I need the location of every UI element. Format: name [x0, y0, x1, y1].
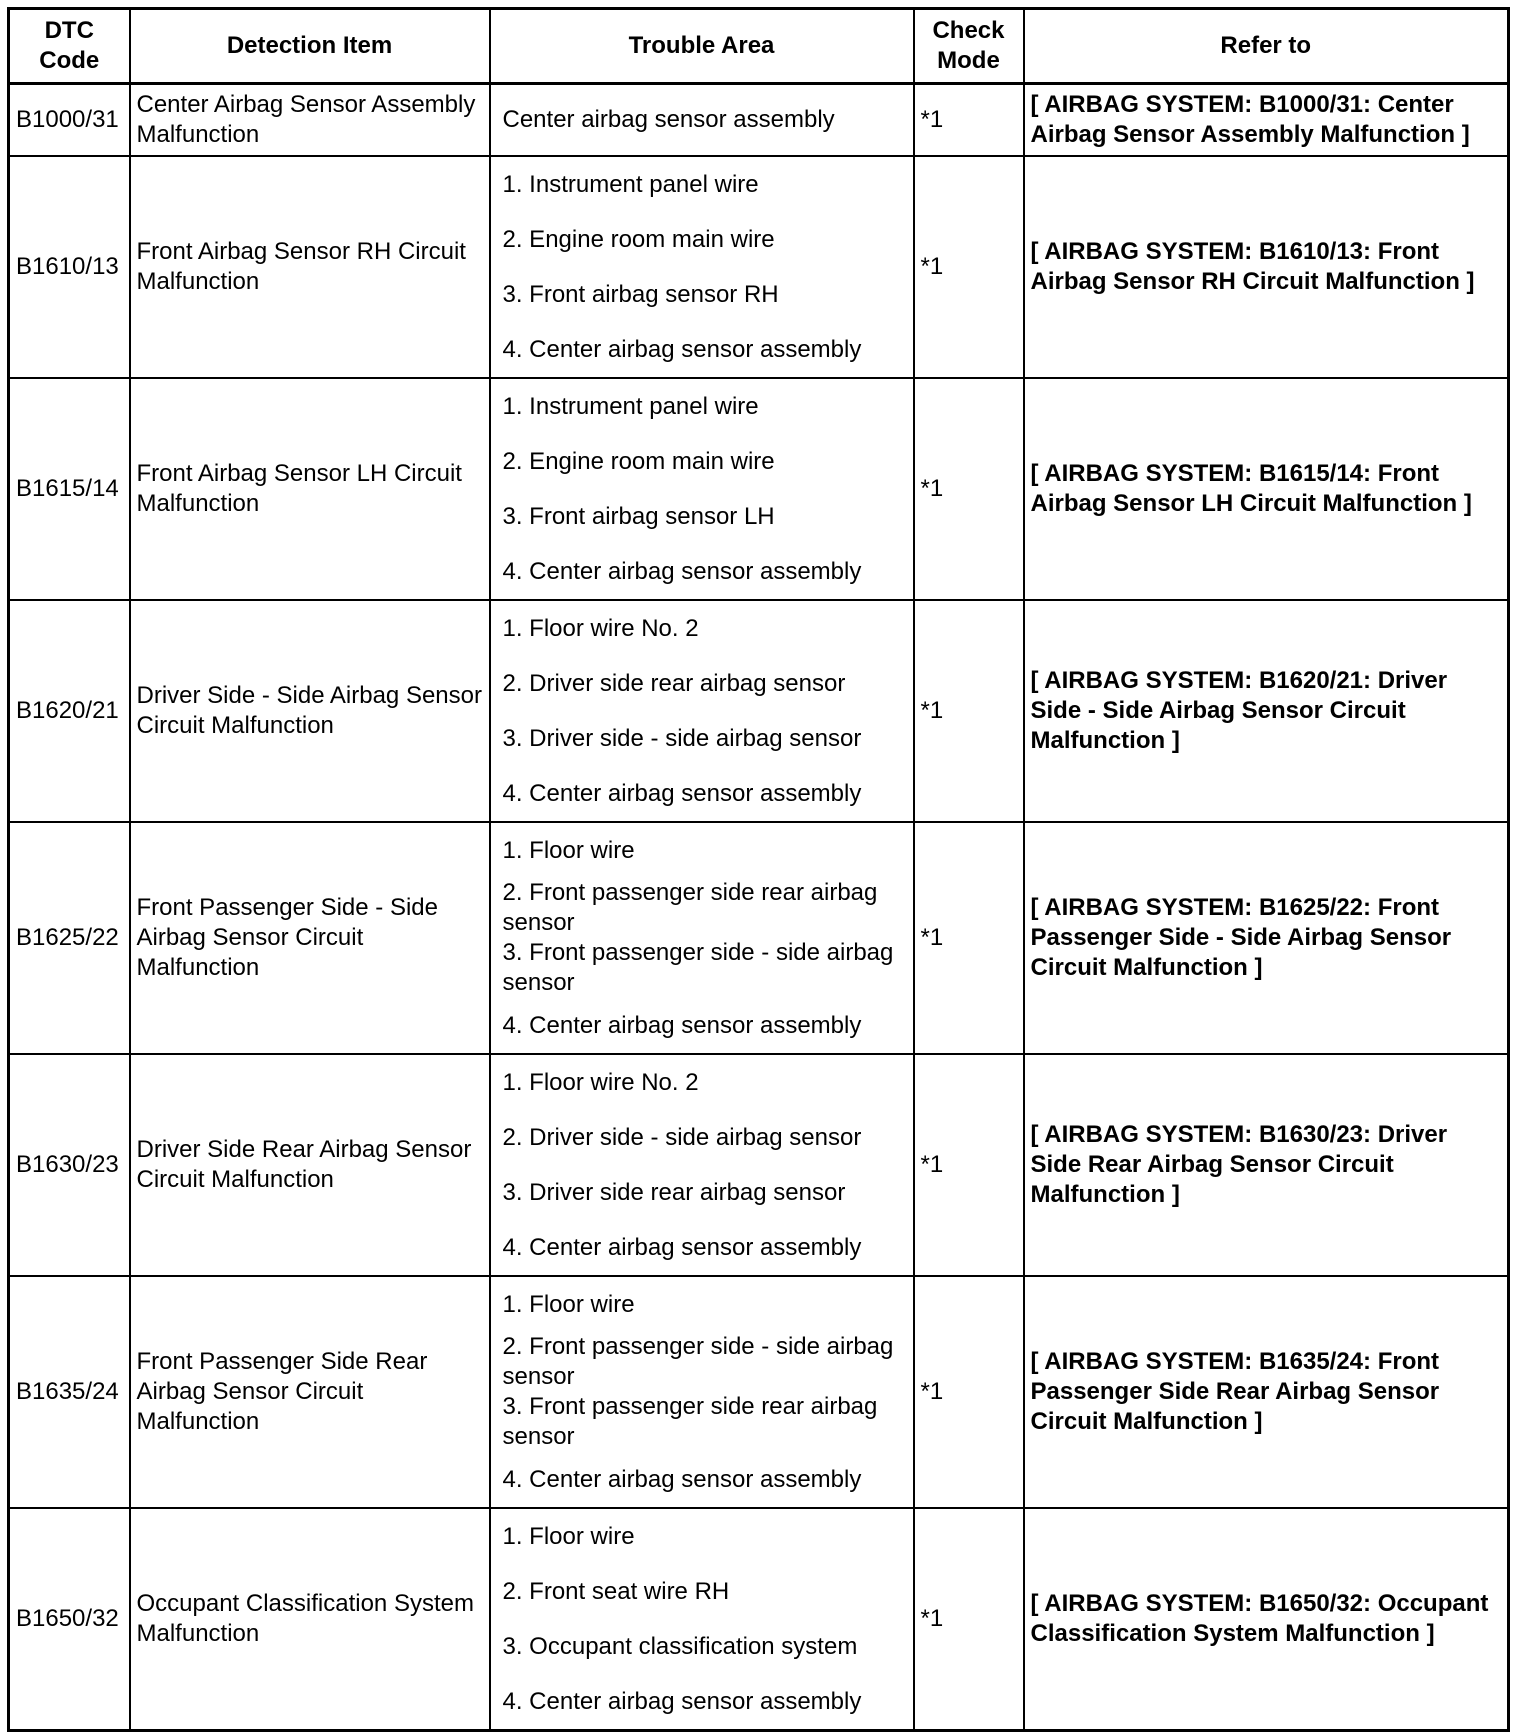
trouble-area-item: 1. Instrument panel wire: [502, 170, 759, 198]
dtc-table: [7, 7, 1510, 1732]
trouble-area-item: 4. Center airbag sensor assembly: [502, 1011, 862, 1039]
detection-item-cell: Occupant Classification System Malfunction: [130, 1508, 490, 1731]
trouble-area-item: 4. Center airbag sensor assembly: [502, 1687, 862, 1715]
trouble-area-cell: [490, 1276, 914, 1508]
check-mode-cell: *1: [914, 378, 1024, 600]
refer-to-link[interactable]: [ AIRBAG SYSTEM: B1630/23: Driver Side Rear Airbag Sensor Circuit Malfunction ]: [1024, 1054, 1509, 1276]
trouble-area-item: 1. Floor wire No. 2: [502, 614, 699, 642]
table-row: [9, 84, 1509, 157]
trouble-area-item: 1. Floor wire: [502, 836, 635, 864]
table-row: [9, 378, 1509, 600]
dtc-code-cell: B1635/24: [9, 1276, 130, 1508]
header-dtc-code-line1: DTC: [44, 17, 94, 44]
dtc-code-cell: B1630/23: [9, 1054, 130, 1276]
trouble-area-item: 2. Driver side rear airbag sensor: [502, 669, 846, 697]
trouble-area-item: 1. Instrument panel wire: [502, 392, 759, 420]
trouble-area-item: 4. Center airbag sensor assembly: [502, 779, 862, 807]
trouble-area-cell: [490, 1054, 914, 1276]
trouble-area-item: 4. Center airbag sensor assembly: [502, 1465, 862, 1493]
trouble-area-item: 3. Front passenger side rear airbag sensor: [502, 1393, 878, 1450]
trouble-area-item: 2. Front passenger side - side airbag sensor: [502, 1333, 894, 1390]
table-header-row: [9, 9, 1509, 84]
trouble-area-cell: [490, 1508, 914, 1731]
header-check-mode: [914, 9, 1024, 84]
trouble-area-item: 4. Center airbag sensor assembly: [502, 335, 862, 363]
trouble-area-cell: [490, 84, 914, 157]
refer-to-link[interactable]: [ AIRBAG SYSTEM: B1615/14: Front Airbag Sensor LH Circuit Malfunction ]: [1024, 378, 1509, 600]
trouble-area-item: 3. Front airbag sensor LH: [502, 502, 775, 530]
dtc-code-cell: B1615/14: [9, 378, 130, 600]
trouble-area-item: 3. Driver side - side airbag sensor: [502, 724, 862, 752]
table-row: [9, 1276, 1509, 1508]
table-row: [9, 1054, 1509, 1276]
header-check-mode-line2: Mode: [937, 47, 1000, 74]
trouble-area-item: 3. Occupant classification system: [502, 1632, 858, 1660]
check-mode-cell: *1: [914, 156, 1024, 378]
trouble-area-item: 4. Center airbag sensor assembly: [502, 557, 862, 585]
trouble-area-cell: [490, 156, 914, 378]
check-mode-cell: *1: [914, 600, 1024, 822]
trouble-area-cell: [490, 600, 914, 822]
header-dtc-code: [9, 9, 130, 84]
dtc-code-cell: B1000/31: [9, 84, 130, 157]
detection-item-cell: Driver Side - Side Airbag Sensor Circuit Malfunction: [130, 600, 490, 822]
trouble-area-item: Center airbag sensor assembly: [502, 106, 835, 133]
header-detection-item: Detection Item: [130, 9, 490, 84]
trouble-area-cell: [490, 822, 914, 1054]
trouble-area-item: 2. Engine room main wire: [502, 447, 775, 475]
check-mode-cell: *1: [914, 1054, 1024, 1276]
check-mode-cell: *1: [914, 1508, 1024, 1731]
header-refer-to: Refer to: [1024, 9, 1509, 84]
refer-to-link[interactable]: [ AIRBAG SYSTEM: B1635/24: Front Passenger Side Rear Airbag Sensor Circuit Malfunction ]: [1024, 1276, 1509, 1508]
trouble-area-item: 3. Front passenger side - side airbag sensor: [502, 939, 894, 996]
header-dtc-code-line2: Code: [39, 47, 100, 74]
refer-to-link[interactable]: [ AIRBAG SYSTEM: B1620/21: Driver Side - Side Airbag Sensor Circuit Malfunction ]: [1024, 600, 1509, 822]
trouble-area-cell: [490, 378, 914, 600]
dtc-code-cell: B1650/32: [9, 1508, 130, 1731]
refer-to-link[interactable]: [ AIRBAG SYSTEM: B1650/32: Occupant Classification System Malfunction ]: [1024, 1508, 1509, 1731]
check-mode-cell: *1: [914, 1276, 1024, 1508]
dtc-code-cell: B1610/13: [9, 156, 130, 378]
table-row: [9, 156, 1509, 378]
refer-to-link[interactable]: [ AIRBAG SYSTEM: B1610/13: Front Airbag Sensor RH Circuit Malfunction ]: [1024, 156, 1509, 378]
detection-item-cell: Center Airbag Sensor Assembly Malfunction: [130, 84, 490, 157]
detection-item-cell: Front Airbag Sensor RH Circuit Malfunction: [130, 156, 490, 378]
table-row: [9, 1508, 1509, 1731]
trouble-area-item: 2. Front seat wire RH: [502, 1577, 730, 1605]
trouble-area-item: 2. Engine room main wire: [502, 225, 775, 253]
detection-item-cell: Driver Side Rear Airbag Sensor Circuit Malfunction: [130, 1054, 490, 1276]
trouble-area-item: 3. Driver side rear airbag sensor: [502, 1178, 846, 1206]
trouble-area-item: 2. Driver side - side airbag sensor: [502, 1123, 862, 1151]
refer-to-link[interactable]: [ AIRBAG SYSTEM: B1000/31: Center Airbag Sensor Assembly Malfunction ]: [1024, 84, 1509, 157]
trouble-area-item: 4. Center airbag sensor assembly: [502, 1233, 862, 1261]
header-trouble-area: Trouble Area: [490, 9, 914, 84]
trouble-area-item: 3. Front airbag sensor RH: [502, 280, 779, 308]
refer-to-link[interactable]: [ AIRBAG SYSTEM: B1625/22: Front Passenger Side - Side Airbag Sensor Circuit Malfunction ]: [1024, 822, 1509, 1054]
trouble-area-item: 1. Floor wire: [502, 1290, 635, 1318]
detection-item-cell: Front Airbag Sensor LH Circuit Malfunction: [130, 378, 490, 600]
header-check-mode-line1: Check: [932, 17, 1005, 44]
detection-item-cell: Front Passenger Side Rear Airbag Sensor Circuit Malfunction: [130, 1276, 490, 1508]
dtc-code-cell: B1620/21: [9, 600, 130, 822]
trouble-area-item: 1. Floor wire No. 2: [502, 1068, 699, 1096]
trouble-area-item: 1. Floor wire: [502, 1522, 635, 1550]
dtc-code-cell: B1625/22: [9, 822, 130, 1054]
table-row: [9, 822, 1509, 1054]
trouble-area-item: 2. Front passenger side rear airbag sensor: [502, 879, 878, 936]
detection-item-cell: Front Passenger Side - Side Airbag Sensor Circuit Malfunction: [130, 822, 490, 1054]
check-mode-cell: *1: [914, 84, 1024, 157]
table-row: [9, 600, 1509, 822]
check-mode-cell: *1: [914, 822, 1024, 1054]
